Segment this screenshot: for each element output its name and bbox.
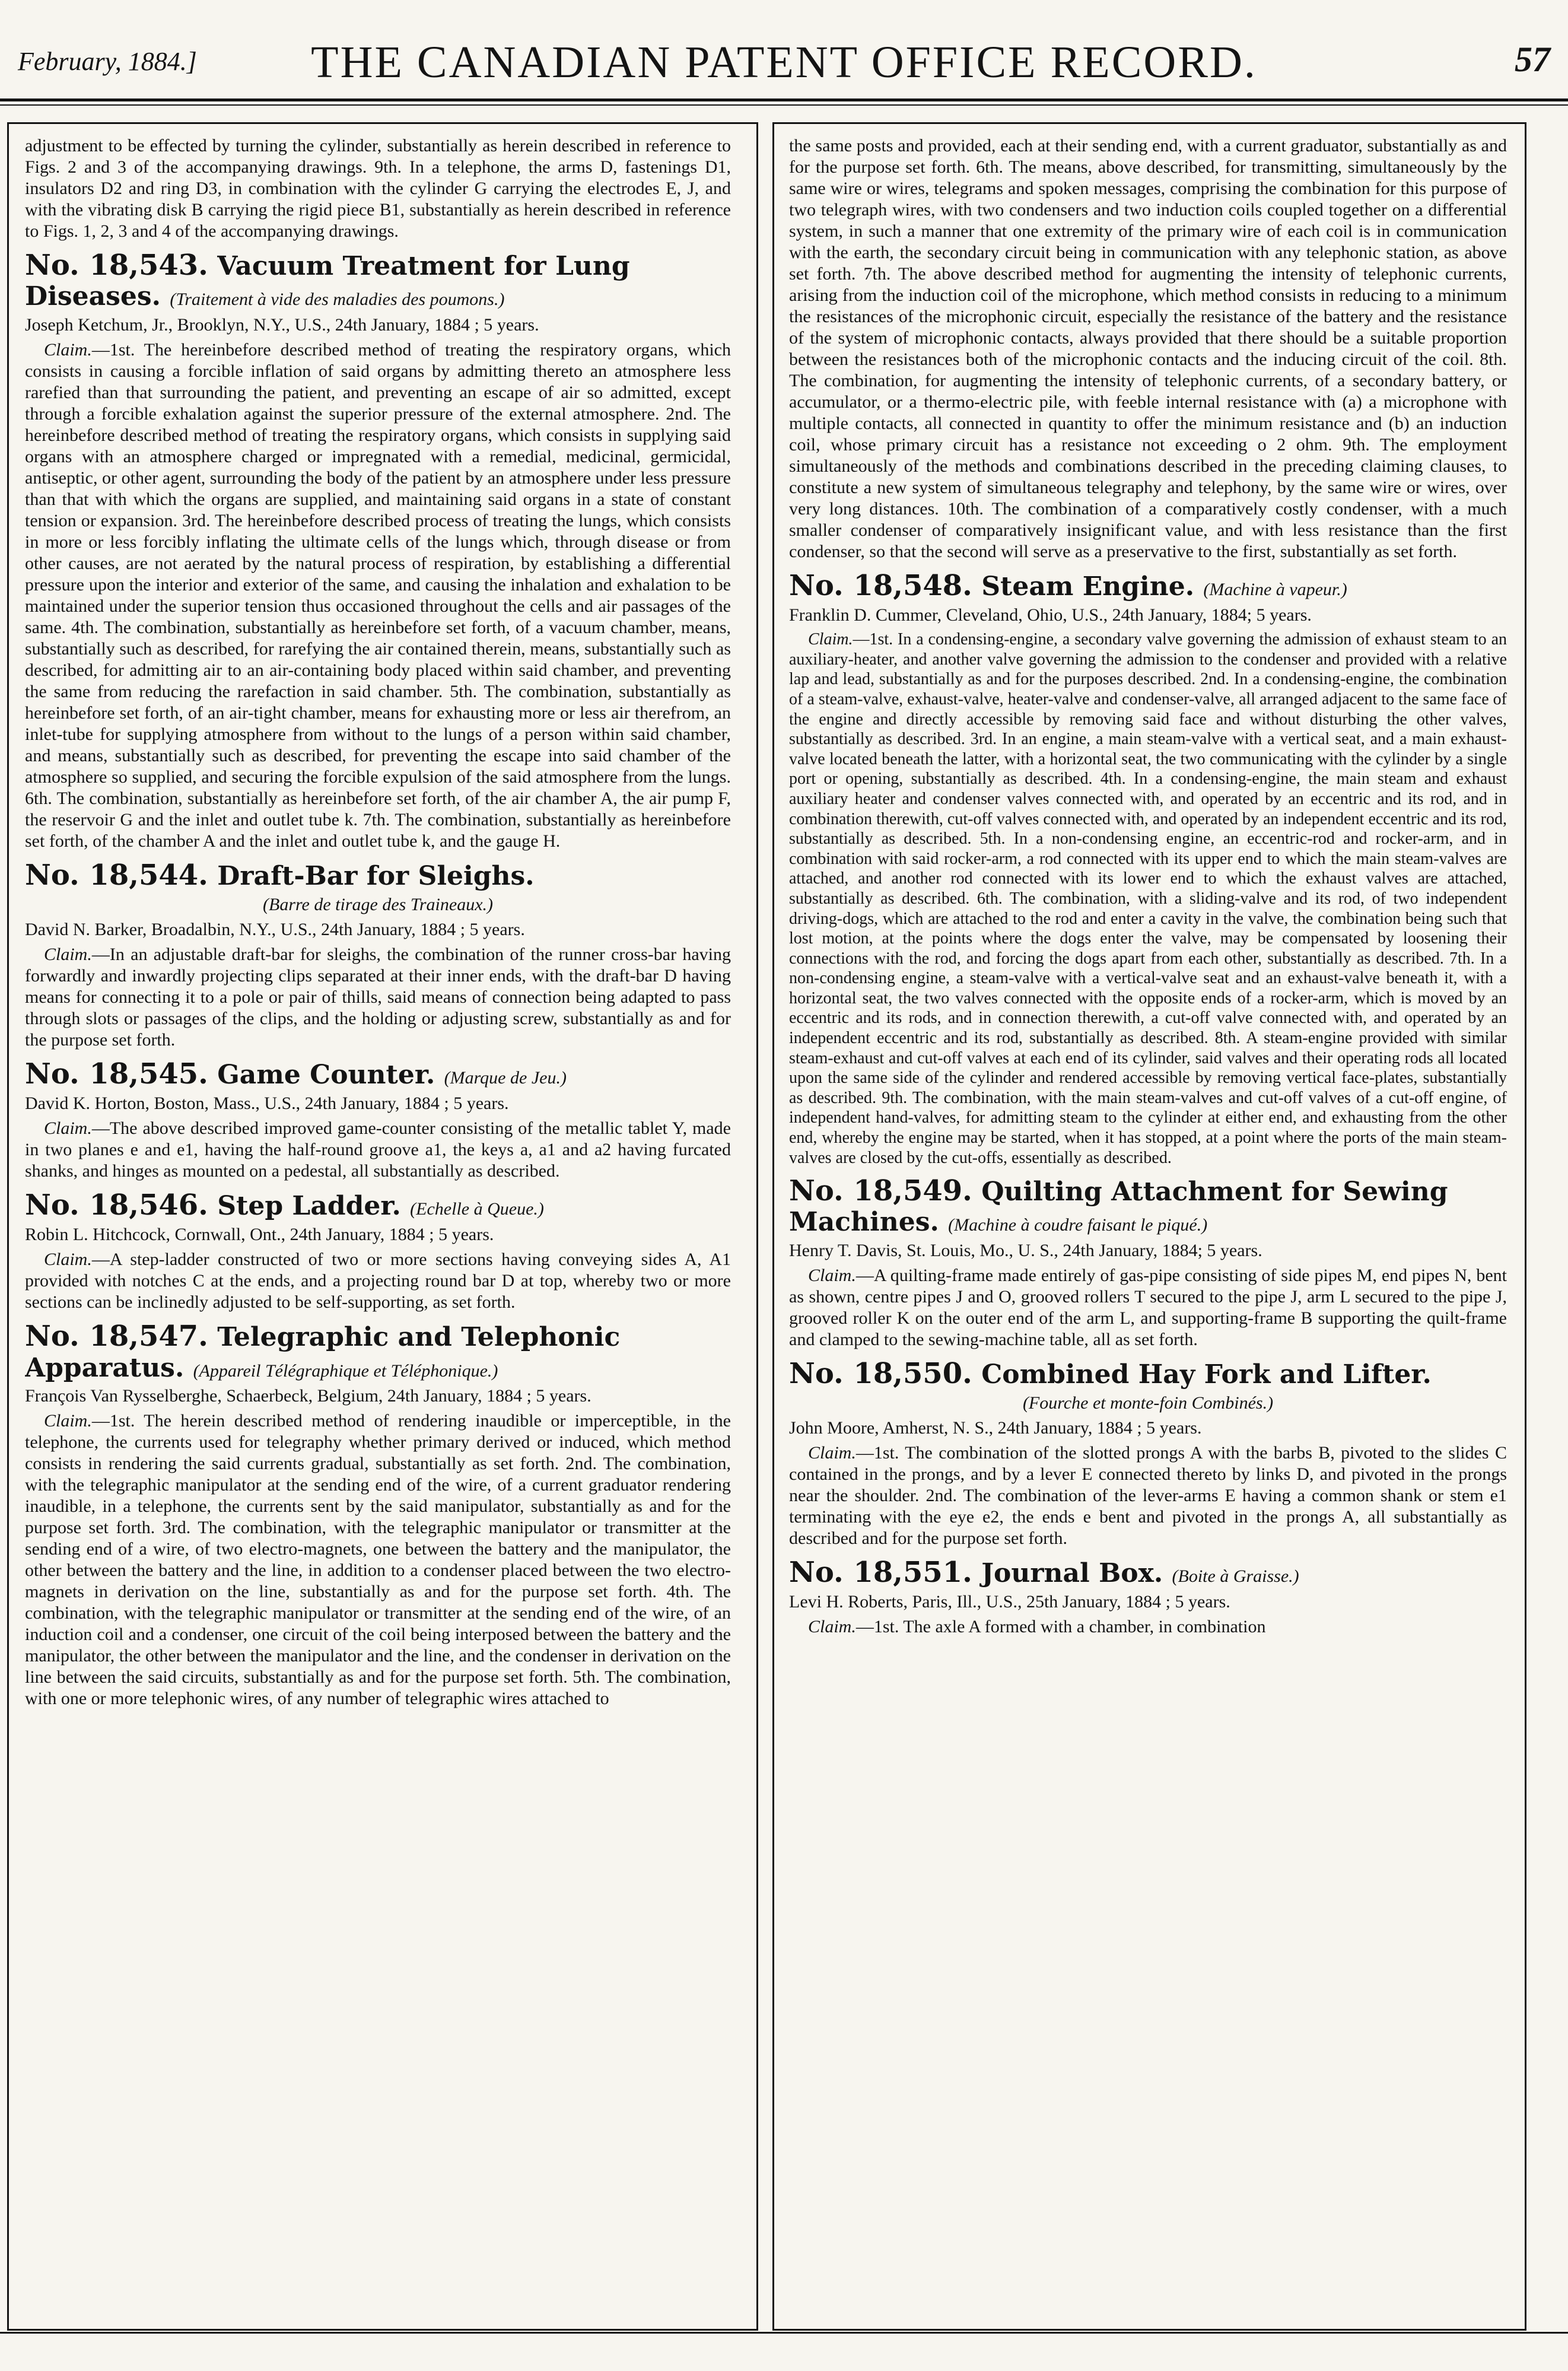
entry-inventor: David K. Horton, Boston, Mass., U.S., 24th January, 1884 ; 5 years.: [25, 1094, 509, 1114]
header-rule-thin: [0, 104, 1568, 106]
claim-label: Claim.: [44, 1118, 92, 1139]
claim-label: Claim.: [808, 1443, 856, 1463]
entry-title: Game Counter.: [217, 1059, 435, 1090]
entry-claim: [25, 944, 731, 1051]
claim-label: Claim.: [808, 1617, 856, 1637]
entry-heading: [25, 249, 731, 312]
entry-inventor: François Van Rysselberghe, Schaerbeck, Belgium, 24th January, 1884 ; 5 years.: [25, 1386, 591, 1406]
claim-label: Claim.: [44, 1250, 92, 1270]
entry-french-title: (Traitement à vide des maladies des poumons.): [170, 290, 505, 310]
right-column: [789, 135, 1507, 2319]
patent-entry-18546: [25, 1189, 731, 1313]
entry-title: Combined Hay Fork and Lifter.: [981, 1359, 1432, 1390]
claim-label: Claim.: [808, 1266, 856, 1285]
entry-heading: [789, 570, 1507, 602]
claim-text: —In an adjustable draft-bar for sleighs, the combination of the runner cross-bar having forwardly and inwardly projecting clips separated at their inner ends, with the draft-bar D having means for connecting it to a pole or pair of thills, said means of connection being adapted to pass through slots or passages of the clips, and the holding or adjusting screw, substantially as and for the purpose set forth.: [25, 944, 731, 1050]
patent-entry-18544: [25, 859, 731, 1051]
entry-title: Vacuum Treatment for Lung Diseases.: [25, 251, 630, 312]
entry-title: Steam Engine.: [981, 571, 1195, 602]
entry-claim: [789, 1442, 1507, 1549]
entry-inventor: Joseph Ketchum, Jr., Brooklyn, N.Y., U.S., 24th January, 1884 ; 5 years.: [25, 314, 539, 335]
entry-title: Telegraphic and Telephonic Apparatus.: [25, 1322, 621, 1383]
footer-rule: [0, 2332, 1568, 2334]
patent-entry-18543: [25, 249, 731, 852]
entry-title: Quilting Attachment for Sewing Machines.: [789, 1177, 1448, 1238]
entry-inventor: Levi H. Roberts, Paris, Ill., U.S., 25th January, 1884 ; 5 years.: [789, 1592, 1230, 1612]
entry-number: No. 18,551.: [789, 1556, 972, 1590]
entry-inventor: John Moore, Amherst, N. S., 24th January, 1884 ; 5 years.: [789, 1418, 1202, 1438]
entry-heading: [789, 1556, 1507, 1589]
claim-text: —1st. The hereinbefore described method of treating the respiratory organs, which consists in causing a forcible inflation of said organs by admitting thereto an atmosphere less rarefied than that surrounding the patient, and preventing an escape of air so admitted, except through a forcible exhalation against the superior pressure of the external atmosphere. 2nd. The hereinbefore described method of treating the respiratory organs, which consists in supplying said organs with an atmosphere charged or impregnated with a remedial, medicinal, germicidal, antiseptic, or other agent, surrounding the body of the patient by an atmosphere under less pressure than that with which the organs are supplied, and maintaining said organs in a state of constant tension or expansion. 3rd. The hereinbefore described process of treating the lungs, which consists in more or less forcibly inflating the ultimate cells of the lungs which, through disease or from other causes, are not aerated by the natural process of respiration, by establishing a differential pressure upon the interior and exterior of the same, and causing the inhalation and exhalation to be maintained under the superior tension thus occasioned throughout the cells and air passages of the same. 4th. The combination, substantially as hereinbefore set forth, of a vacuum chamber, means, substantially such as described, for rarefying the air contained therein, means, substantially such as described, for admitting air to an air-containing body placed within said chamber, and preventing the same from reducing the rarefaction in said chamber. 5th. The combination, substantially as hereinbefore set forth, of an air-tight chamber, means for exhausting more or less air therefrom, an inlet-tube for supplying atmosphere from without to the lungs of a person within said chamber, and means, substantially such as described, for preventing the escape into said chamber of the atmosphere so supplied, and securing the forcible expulsion of the said atmosphere from the lungs. 6th. The combination, substantially as hereinbefore set forth, of the air chamber A, the air pump F, the reservoir G and the inlet and outlet tube k. 7th. The combination, substantially as hereinbefore set forth, of the chamber A and the inlet and outlet tube k, and the gauge H.: [25, 339, 731, 851]
entry-heading: [25, 1320, 731, 1383]
entry-title: Draft-Bar for Sleighs.: [217, 860, 535, 891]
patent-entry-18549: [789, 1175, 1507, 1350]
header-date: February, 1884.]: [18, 47, 197, 76]
entry-number: No. 18,543.: [25, 249, 208, 282]
entry-heading: [25, 1189, 731, 1222]
claim-text: —1st. The axle A formed with a chamber, in combination: [855, 1617, 1266, 1637]
claim-label: Claim.: [44, 944, 92, 964]
entry-number: No. 18,549.: [789, 1174, 972, 1208]
entry-number: No. 18,550.: [789, 1357, 972, 1390]
patent-entry-18548: [789, 570, 1507, 1168]
entry-french-title: (Machine à coudre faisant le piqué.): [948, 1215, 1208, 1235]
entry-heading: [789, 1358, 1507, 1390]
claim-label: Claim.: [44, 1411, 92, 1431]
entry-number: No. 18,547.: [25, 1320, 208, 1353]
entry-french-title: (Barre de tirage des Traineaux.): [263, 894, 493, 914]
entry-claim: [789, 630, 1507, 1168]
entry-french-title: (Machine à vapeur.): [1203, 580, 1347, 599]
continued-text: adjustment to be effected by turning the cylinder, substantially as herein described in reference to Figs. 2 and 3 of the accompanying drawings. 9th. In a telephone, the arms D, fastenings D1, insulators D2 and ring D3, in combination with the cylinder G carrying the electrodes E, J, and with the vibrating disk B carrying the rigid piece B1, substantially as herein described in reference to Figs. 1, 2, 3 and 4 of the accompanying drawings.: [25, 136, 731, 241]
continued-claim-18547: the same posts and provided, each at their sending end, with a current graduator, substantially as and for the purpose set forth. 6th. The means, above described, for transmitting, simultaneously by the same wire or wires, telegrams and spoken messages, comprising the combination for this purpose of two telegraph wires, with two condensers and two induction coils coupled together on a differential system, in such a manner that one extremity of the primary wire of each coil is in communication with the earth, the secondary circuit being in communication with any telephonic station, as above set forth. 7th. The above described method for augmenting the intensity of telephonic currents, arising from the induction coil of the microphone, which method consists in reducing to a minimum the resistances of the microphonic circuit, especially the resistance of the battery and the resistance of the system of microphonic contacts, always provided that there should be a suitable proportion between the resistances both of the microphonic contacts and the inducing circuit of the coil. 8th. The combination, for augmenting the intensity of telephonic currents, of a secondary battery, or accumulator, or a thermo-electric pile, with feeble internal resistance with (a) a microphone with multiple contacts, all connected in quantity to offer the minimum resistance and (b) an induction coil, whose primary circuit has a resistance not exceeding o 2 ohm. 9th. The employment simultaneously of the methods and combinations described in the preceding claiming clauses, to constitute a new system of simultaneous telegraphy and telephony, by the same wire or wires, over very long distances. 10th. The combination of a comparatively costly condenser, with a much smaller condenser of comparatively insignificant value, and with less resistance than the first condenser, so that the second will serve as a preservative to the first, substantially as set forth.: [789, 136, 1507, 561]
entry-number: No. 18,546.: [25, 1188, 208, 1222]
entry-inventor: David N. Barker, Broadalbin, N.Y., U.S., 24th January, 1884 ; 5 years.: [25, 919, 525, 939]
entry-inventor: Franklin D. Cummer, Cleveland, Ohio, U.S., 24th January, 1884; 5 years.: [789, 605, 1312, 625]
entry-number: No. 18,545.: [25, 1057, 208, 1091]
left-column: [25, 135, 731, 2319]
entry-title: Step Ladder.: [217, 1191, 401, 1222]
claim-text: —1st. In a condensing-engine, a secondary valve governing the admission of exhaust steam to an auxiliary-heater, and another valve governing the admission to the condenser and provided with a relative lap and lead, substantially as and for the purposes described. 2nd. In a condensing-engine, the combination of a steam-valve, exhaust-valve, heater-valve and condenser-valve, all arranged adjacent to the same face of the engine and directly accessible by removing said face and without disturbing the other valves, substantially as described. 3rd. In an engine, a main steam-valve with a vertical seat, and a main exhaust-valve located beneath the latter, with a horizontal seat, the two communicating with the cylinder by a single port or opening, substantially as described. 4th. In a condensing-engine, the main steam and exhaust auxiliary heater and condenser valves connected with, and operated by an eccentric and its rod, and in combination therewith, cut-off valves connected with, and operated by an independent eccentric and its rod, substantially as described. 5th. In a non-condensing engine, an eccentric-rod and rocker-arm, and in combination with said rocker-arm, a rod connected with its upper end to which the main steam-valves are attached, and another rod connected with its lower end to which the exhaust valves are attached, substantially as described. 6th. The combination, with a sliding-valve and its rod, of two independent driving-dogs, which are attached to the rod and enter a cavity in the valve, the combination being such that lost motion, at the points where the dogs enter the valve, may be compensated by loosening their connections with the rod, and forcing the dogs apart from each other, substantially as described. 7th. In a non-condensing engine, a steam-valve with a vertical-valve seat and an exhaust-valve beneath it, with a horizontal seat, the two valves connected with the opposite ends of a rocker-arm, which is moved by an eccentric and its rods, and in connection therewith, a cut-off valve connected with, and operated by an independent eccentric and its rod, substantially as described. 8th. A steam-engine provided with similar steam-exhaust and cut-off valves at each end of its cylinder, said valves and their operating rods all located upon the same side of the cylinder and rendered accessible by removing vertical face-plates, substantially as described. 9th. The combination, with the main steam-valves and cut-off valves of a cut-off engine, of independent hand-valves, for admitting steam to the cylinder at either end, and exhausting from the other end, whereby the engine may be started, when it has stopped, at a point where the ports of the main steam-valves are closed by the cut-offs, essentially as described.: [789, 630, 1507, 1167]
entry-heading: [789, 1175, 1507, 1238]
entry-heading: [25, 859, 731, 892]
entry-french-title: (Echelle à Queue.): [410, 1199, 544, 1219]
entry-french-title: (Marque de Jeu.): [444, 1067, 567, 1088]
entry-claim: [789, 1616, 1507, 1638]
entry-claim: [25, 1410, 731, 1709]
entry-number: No. 18,544.: [25, 858, 208, 892]
claim-text: —A quilting-frame made entirely of gas-pipe consisting of side pipes M, end pipes N, bent as shown, centre pipes J and O, grooved rollers T secured to the pipe J, arm L secured to the pipe J, grooved roller K on the outer end of the arm L, and supporting-frame B supporting the quilt-frame and clamped to the sewing-machine table, all as set forth.: [789, 1266, 1507, 1349]
entry-french-title: (Boite à Graisse.): [1172, 1566, 1299, 1587]
header-rule: [0, 98, 1568, 101]
patent-entry-18551: [789, 1556, 1507, 1638]
claim-label: Claim.: [808, 630, 853, 649]
claim-text-part-1: —1st. The herein described method of rendering inaudible or imperceptible, in the telephone, the currents used for telegraphy whether primary derived or induced, which method consists in rendering the said currents gradual, substantially as set forth. 2nd. The combination, with the telegraphic manipulator at the sending end of the wire, of a current graduator rendering inaudible, in a telephone, the currents sent by the said manipulator, substantially as and for the purpose set forth. 3rd. The combination, with the telegraphic manipulator or transmitter at the sending end of a wire, of two electro-magnets, one between the battery and the manipulator, the other between the battery and the line, in addition to a condenser placed between the two electro-magnets in derivation on the line, substantially as and for the purpose set forth. 4th. The combination, with the telegraphic manipulator or transmitter at the sending end of the wire, of an induction coil and a condenser, one circuit of the coil being interposed between the battery and the manipulator, the other between the manipulator and the line, and the condenser in derivation on the line between the said circuits, substantially as and for the purpose set forth. 5th. The combination, with one or more telephonic wires, of any number of telegraphic wires attached to: [25, 1411, 731, 1709]
entry-claim: [789, 1265, 1507, 1350]
entry-claim: [25, 1249, 731, 1313]
entry-title: Journal Box.: [981, 1558, 1163, 1589]
entry-heading: [25, 1058, 731, 1091]
patent-entry-18545: [25, 1058, 731, 1182]
claim-text: —1st. The combination of the slotted prongs A with the barbs B, pivoted to the slides C contained in the prongs, and by a lever E connected thereto by links D, and pivoted in the prongs near the shoulder. 2nd. The combination of the lever-arms E having a common shank or stem e1 terminating with the eye e2, the ends e bent and pivoted in the prongs A, all substantially as described and for the purpose set forth.: [789, 1443, 1507, 1549]
patent-entry-18550: [789, 1358, 1507, 1549]
entry-french-title: (Fourche et monte-foin Combinés.): [1022, 1393, 1274, 1413]
entry-claim: [25, 1118, 731, 1182]
header-title: THE CANADIAN PATENT OFFICE RECORD.: [311, 37, 1257, 87]
claim-label: Claim.: [44, 339, 92, 360]
entry-inventor: Robin L. Hitchcock, Cornwall, Ont., 24th January, 1884 ; 5 years.: [25, 1225, 494, 1245]
claim-text: —A step-ladder constructed of two or more sections having conveying sides A, A1 provided with notches C at the ends, and a projecting round bar D at top, whereby two or more sections can be inclinedly adjusted to be self-supporting, as set forth.: [25, 1250, 731, 1312]
entry-inventor: Henry T. Davis, St. Louis, Mo., U. S., 24th January, 1884; 5 years.: [789, 1241, 1262, 1260]
entry-number: No. 18,548.: [789, 569, 972, 602]
claim-text: —The above described improved game-counter consisting of the metallic tablet Y, made in two planes e and e1, having the half-round groove a1, the keys a, a1 and a2 having furcated shanks, and hinges as mounted on a pedestal, all substantially as described.: [25, 1118, 731, 1181]
entry-french-title: (Appareil Télégraphique et Téléphonique.): [193, 1361, 498, 1381]
patent-entry-18547: [25, 1320, 731, 1709]
entry-claim: [25, 339, 731, 852]
page-number: 57: [1515, 40, 1550, 79]
